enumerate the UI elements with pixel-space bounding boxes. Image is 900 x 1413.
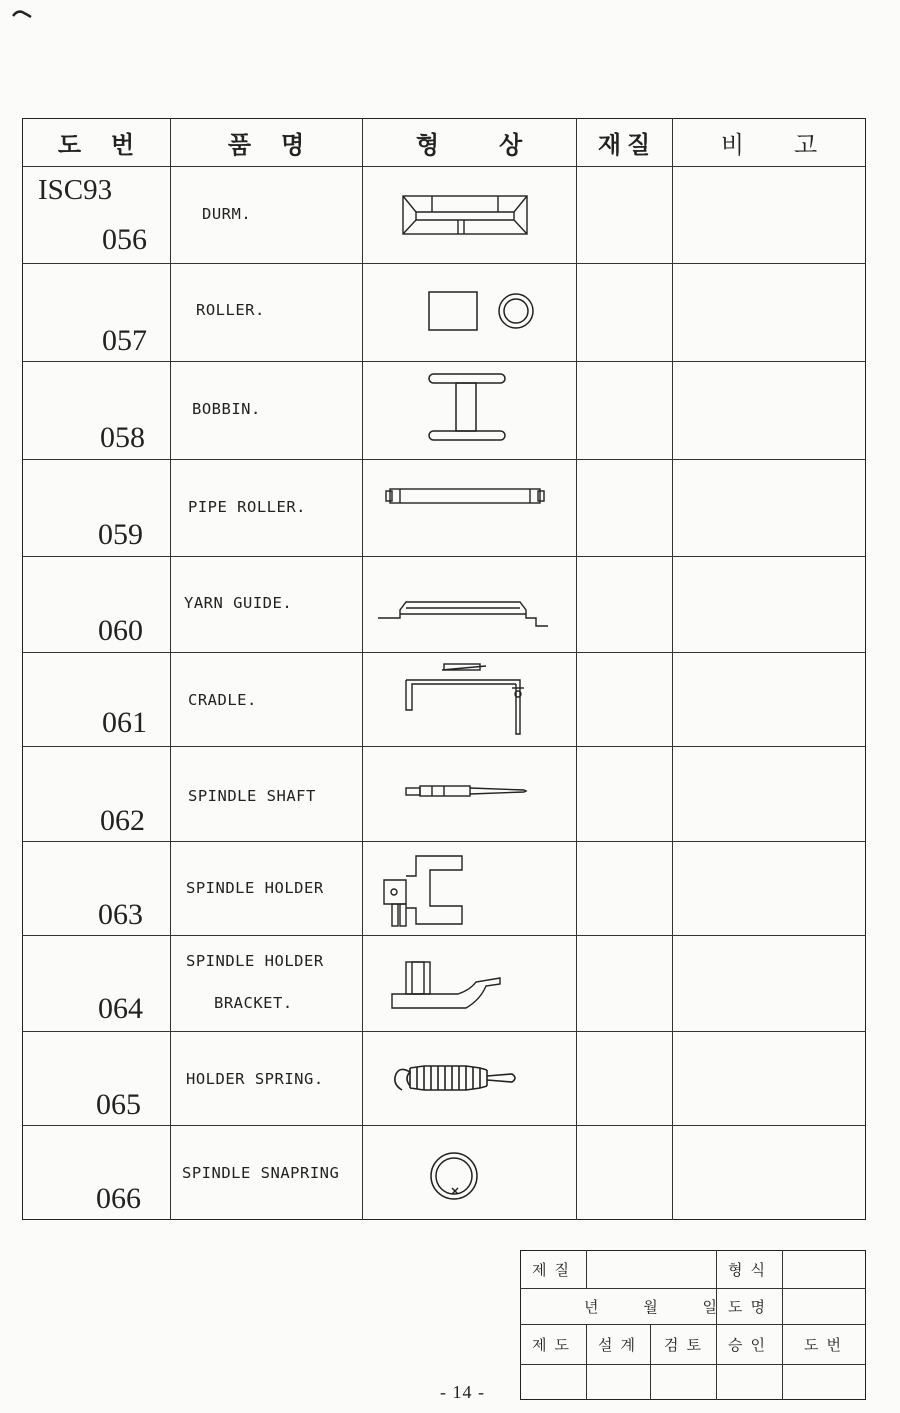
material-label: 제질 [532,1261,577,1279]
part-name: HOLDER SPRING. [186,1070,324,1088]
part-name: SPINDLE HOLDER [186,952,324,970]
drawing-name-label: 도명 [728,1298,773,1316]
yarn-guide-icon [376,596,548,630]
drawing-number: 060 [98,614,143,647]
drum-icon [402,192,528,238]
part-name: ROLLER. [196,301,265,319]
drawing-number: 064 [98,992,143,1025]
drawing-no-label: 도번 [804,1336,849,1354]
model-code: ISC93 [38,174,113,206]
spindle-holder-icon [382,852,466,930]
drawing-number: 065 [96,1088,141,1121]
part-name: PIPE ROLLER. [188,498,306,516]
header-shape: 형상 [415,130,583,159]
title-block [520,1250,866,1400]
drawing-number: 056 [102,223,147,256]
roller-icon [428,290,536,332]
designed-label: 설계 [598,1336,643,1354]
approved-label: 승인 [728,1336,773,1354]
part-name: DURM. [202,205,252,223]
pipe-roller-icon [384,486,548,508]
parts-table [22,118,866,1220]
holder-spring-icon [390,1062,518,1094]
part-name: CRADLE. [188,691,257,709]
reviewed-label: 검토 [664,1336,709,1354]
drawing-number: 061 [102,706,147,739]
header-drawing-no: 도번 [57,130,165,159]
type-label: 형식 [728,1261,773,1279]
part-name: BOBBIN. [192,400,261,418]
scan-mark [12,8,32,18]
part-name: SPINDLE HOLDER [186,879,324,897]
header-part-name: 품명 [227,130,335,159]
page-number: - 14 - [440,1382,485,1402]
part-name: SPINDLE SHAFT [188,787,316,805]
drawing-number: 058 [100,421,145,454]
drawing-number: 057 [102,324,147,357]
snap-ring-icon [428,1150,482,1202]
header-remarks: 비고 [720,130,868,159]
drawing-number: 066 [96,1182,141,1215]
header-material: 재질 [597,130,657,159]
date-label: 년 월 일 [584,1298,738,1316]
drawing-number: 059 [98,518,143,551]
part-name: SPINDLE SNAPRING [182,1164,340,1182]
part-name: YARN GUIDE. [184,594,293,612]
drafted-label: 제도 [532,1336,577,1354]
drawing-number: 062 [100,804,145,837]
part-name-line2: BRACKET. [214,994,293,1012]
spindle-holder-bracket-icon [390,960,502,1012]
cradle-icon [402,662,526,736]
drawing-number: 063 [98,898,143,931]
bobbin-icon [426,372,508,442]
spindle-shaft-icon [404,782,528,800]
